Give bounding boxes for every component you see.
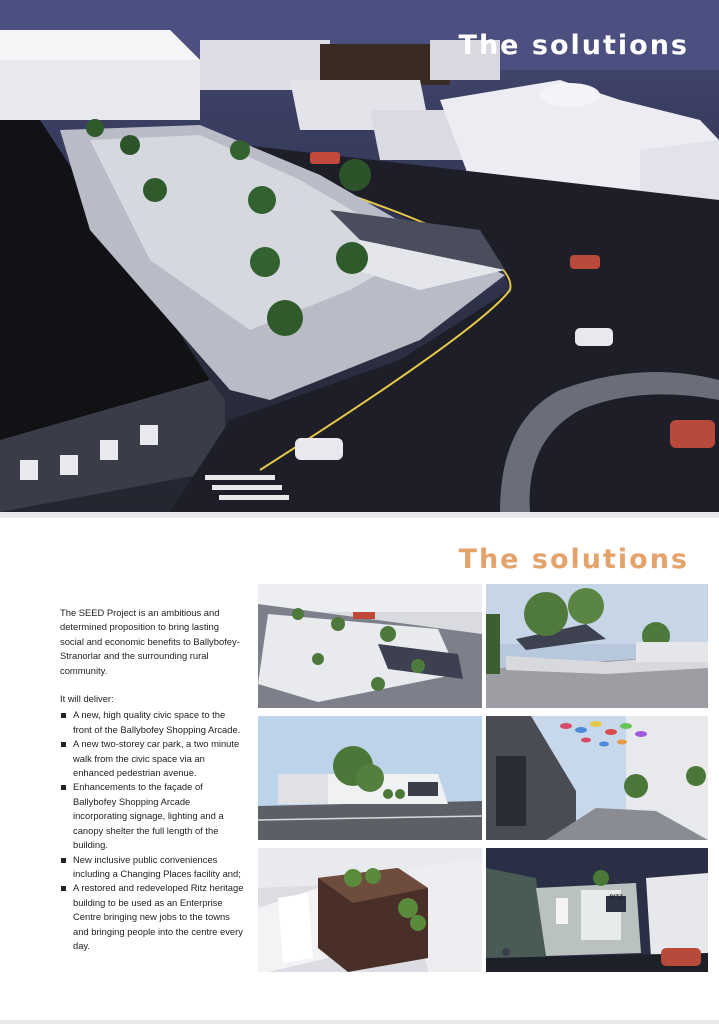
page-bottom-bar [0, 1020, 719, 1024]
solutions-text [60, 606, 245, 953]
solutions-page [0, 518, 719, 1024]
list-item: New inclusive public conveniences including a Changing Places facility and; [60, 853, 245, 882]
ritz-sign: RITZ [609, 895, 623, 901]
ritz-building-night-image [486, 848, 708, 972]
arcade-facade-image [258, 716, 482, 840]
ritz-building-aerial-image [258, 848, 482, 972]
list-item: Enhancements to the façade of Ballybofey Shopping Arcade incorporating signage, lighting and a canopy shelter the full length of the building. [60, 780, 245, 852]
canopy-street-view-image [486, 584, 708, 708]
list-item: A restored and redeveloped Ritz heritage building to be used as an Enterprise Centre bringing new jobs to the towns and bringing people into the centre every day. [60, 881, 245, 953]
deliver-lead: It will deliver: [60, 693, 114, 705]
civic-space-aerial-image [258, 584, 482, 708]
deliverables-list [60, 708, 245, 953]
list-item: A new two-storey car park, a two minute walk from the civic space via an enhanced pedestrian avenue. [60, 737, 245, 780]
intro-paragraph: The SEED Project is an ambitious and determined proposition to bring lasting social and economic benefits to Ballybofey-Stranorlar and the surrounding rural community. [60, 607, 240, 676]
page-title: The solutions [458, 544, 689, 575]
list-item: A new, high quality civic space to the front of the Ballybofey Shopping Arcade. [60, 708, 245, 737]
page-title: The solutions [458, 30, 689, 61]
pedestrian-avenue-image [486, 716, 708, 840]
